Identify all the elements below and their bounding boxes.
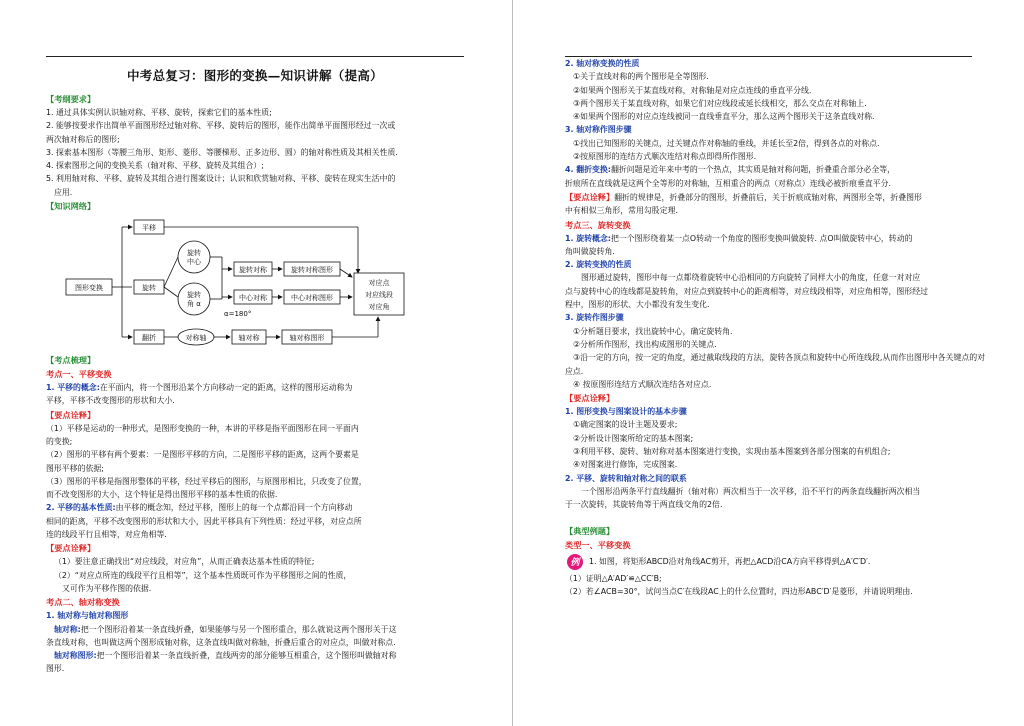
kp1-item1-text: 在平面内，将一个图形沿某个方向移动一定的距离，这样的图形运动称为 [99, 383, 353, 393]
kp2-def2-text: 把一个图形沿着某一条直线折叠，直线两旁的部分能够互相重合，这个图形叫做轴对称 [96, 651, 397, 661]
tip2-line: 又可作为平移作图的依据. [62, 583, 152, 593]
rot-step: ④ 按原图形连结方式顺次连结各对应点. [573, 379, 712, 389]
example-1-q2: （2）若∠ACB=30°，试问当点C′在线段AC上的什么位置时，四边形ABC′D′是菱形，并请说明理由. [565, 586, 913, 596]
review-heading: 【考点梳理】 [46, 355, 96, 366]
node-center-2: 中心 [187, 258, 201, 267]
right-page [513, 0, 1024, 726]
rot-step: ③沿一定的方向，按一定的角度，通过截取线段的方法，旋转各顶点和旋转中心所连线段,从而作出图形中各关键点的对 [573, 353, 986, 363]
kp1-item2-text: 由平移的概念知，经过平移，图形上的每一个点都沿同一个方向移动 [115, 503, 353, 513]
sym-prop: ①关于直线对称的两个图形是全等图形. [573, 72, 709, 82]
tip2-heading: 【要点诠释】 [46, 543, 96, 554]
result-2: 对应线段 [365, 291, 393, 300]
result-3: 对应角 [368, 303, 390, 312]
examples-heading: 【典型例题】 [565, 525, 615, 536]
sym-step: ②按原图形的连结方式顺次连结对称点即得所作图形. [573, 152, 757, 162]
type1-heading: 类型一、平移变换 [565, 539, 631, 550]
goal-line: 5. 利用轴对称、平移、旋转及其组合进行图案设计；认识和欣赏轴对称、平移、旋转在现实生活中的 [46, 174, 396, 184]
rot-def-text: 把一个图形绕着某一点O转动一个角度的图形变换叫做旋转. 点O叫做旋转中心，转动的 [610, 233, 913, 243]
node-flip: 翻折 [142, 334, 156, 343]
node-root: 图形变换 [75, 284, 103, 293]
network-heading: 【知识网络】 [46, 201, 96, 212]
goal-line: 1. 通过具体实例认识轴对称、平移、旋转，探索它们的基本性质; [46, 108, 272, 117]
kp2-def1-text: 条直线对称，也叫做这两个图形成轴对称，这条直线叫做对称轴，折叠后重合的对应点，叫做对称点. [46, 637, 396, 647]
example-1-stem: 1. 如图，将矩形ABCD沿对角线AC剪开，再把△ACD沿CA方向平移得到△A′C′D′. [589, 556, 871, 566]
fold-tip-label: 【要点诠释】 [565, 191, 615, 202]
goal-line: 两次轴对称后的图形; [46, 134, 120, 144]
kp1-item2-label: 2. 平移的基本性质: [46, 503, 116, 513]
kp2-def2-text: 图形. [46, 664, 65, 674]
fold-text: 翻折问题是近年来中考的一个热点，其实质是轴对称问题，折叠重合部分必全等， [610, 165, 896, 175]
knowledge-network-diagram [60, 217, 420, 347]
tip2-line: （2）“对应点所连的线段平行且相等”，这个基本性质既可作为平移图形之间的性质， [54, 570, 352, 580]
node-center-sym-fig: 中心对称图形 [291, 294, 333, 303]
alpha-180-label: α=180° [224, 310, 252, 319]
tip3-heading: 【要点诠释】 [565, 393, 615, 404]
kp1-item1-text: 平移，平移不改变图形的形状和大小. [46, 396, 175, 406]
kp2-item1-label: 1. 轴对称与轴对称图形 [46, 611, 129, 621]
fold-tip-text: 中有相似三角形，常用勾股定理. [565, 206, 678, 216]
design-step: ③利用平移、旋转、轴对称对基本图案进行变换，实现由基本图案到各部分图案的有机组合; [573, 447, 891, 457]
sym-props-label: 2. 轴对称变换的性质 [565, 59, 640, 68]
node-axial-sym: 轴对称 [238, 334, 260, 343]
node-center-1: 旋转 [187, 249, 201, 258]
sym-prop: ④如果两个图形的对应点连线被同一直线垂直平分，那么这两个图形关于这条直线对称. [573, 112, 875, 122]
kp1-heading: 考点一、平移变换 [46, 369, 112, 380]
rot-step: 应点. [565, 366, 584, 376]
node-rot-sym: 旋转对称 [239, 266, 267, 275]
node-axis: 对称轴 [185, 334, 207, 343]
rot-step: ①分析题目要求，找出旋转中心，确定旋转角. [573, 326, 733, 336]
node-rot-sym-fig: 旋转对称图形 [291, 266, 333, 275]
goal-line: 2. 能够按要求作出简单平面图形经过轴对称、平移、旋转后的图形，能作出简单平面图形经过一次或 [46, 121, 396, 131]
node-axial-sym-fig: 轴对称图形 [289, 334, 325, 343]
kp2-heading: 考点二、轴对称变换 [46, 597, 120, 608]
design-step: ①确定图案的设计主题及要求; [573, 420, 678, 430]
tip1-line: （2）图形的平移有两个要素：一是图形平移的方向，二是图形平移的距离，这两个要素是 [46, 450, 359, 460]
rot-props-text: 程中，图形的形状、大小都没有发生变化. [565, 300, 710, 310]
example-1-q1: （1）证明△A′AD′≌△CC′B; [565, 573, 662, 583]
goal-line: 4. 探索图形之间的变换关系（轴对称、平移、旋转及其组合）; [46, 161, 264, 171]
tip1-line: 而不改变图形的大小，这个特征是得出图形平移的基本性质的依据. [46, 490, 278, 500]
fold-label: 4. 翻折变换: [565, 165, 611, 175]
rot-props-label: 2. 旋转变换的性质 [565, 260, 632, 270]
kp2-def2-label: 轴对称图形: [54, 651, 97, 661]
design-step: ④对图案进行修饰，完成图案. [573, 460, 678, 470]
sym-prop: ②如果两个图形关于某直线对称，对称轴是对应点连线的垂直平分线. [573, 85, 812, 95]
rot-def-text: 角叫做旋转角. [565, 246, 615, 256]
node-center-sym: 中心对称 [239, 294, 267, 303]
kp2-def1-text: 把一个图形沿着某一条直线折叠，如果能够与另一个图形重合，那么就说这两个图形关于这 [80, 624, 397, 634]
sym-step: ①找出已知图形的关键点，过关键点作对称轴的垂线，并延长至2倍，得到各点的对称点. [573, 138, 880, 148]
kp1-item2-text: 相同的距离，平移不改变图形的形状和大小，因此平移具有下列性质：经过平移，对应点所 [46, 516, 362, 526]
document-title: 中考总复习：图形的变换—知识讲解（提高） [126, 68, 383, 83]
node-translate: 平移 [142, 224, 156, 233]
example-badge-icon: 例 [567, 554, 583, 570]
sym-prop: ③两个图形关于某直线对称，如果它们对应线段或延长线相交，那么交点在对称轴上. [573, 98, 867, 108]
rot-props-text: 点与旋转中心的连线都是旋转角，对应点到旋转中心的距离相等，对应线段相等，对应角相等，图形经过 [565, 286, 928, 296]
design-label: 1. 图形变换与图案设计的基本步骤 [565, 407, 687, 417]
kp2-def1-label: 轴对称: [54, 624, 81, 634]
result-1: 对应点 [368, 279, 390, 288]
tip1-heading: 【要点诠释】 [46, 409, 96, 420]
tip2-line: （1）要注意正确找出“对应线段，对应角”，从而正确表达基本性质的特征; [54, 557, 315, 567]
relation-text: 一个图形沿两条平行直线翻折（轴对称）两次相当于一次平移，沿不平行的两条直线翻折两次相当 [581, 486, 921, 496]
relation-text: 于一次旋转，其旋转角等于两直线交角的2倍. [565, 500, 723, 510]
design-step: ②分析设计图案所给定的基本图案; [573, 433, 694, 443]
node-rotate: 旋转 [142, 284, 156, 293]
rot-step: ②分析所作图形，找出构成图形的关键点. [573, 339, 717, 349]
top-rule [46, 56, 464, 57]
tip1-line: （1）平移是运动的一种形式，是图形变换的一种，本讲的平移是指平面图形在同一平面内 [46, 423, 359, 433]
fold-text: 折痕所在直线就是这两个全等形的对称轴，互相重合的两点（对称点）连线必被折痕垂直平分. [565, 178, 892, 188]
goal-line: 3. 探索基本图形（等腰三角形、矩形、菱形、等腰梯形、正多边形、圆）的轴对称性质及其相关性质. [46, 147, 398, 157]
tip1-line: （3）图形的平移是指图形整体的平移，经过平移后的图形，与原图形相比，只改变了位置， [46, 476, 367, 486]
rot-def-label: 1. 旋转概念: [565, 233, 611, 243]
rot-props-text: 图形通过旋转，图形中每一点都绕着旋转中心沿相同的方向旋转了同样大小的角度，任意一对对应 [581, 273, 921, 283]
kp1-item1-label: 1. 平移的概念: [46, 383, 100, 393]
sym-steps-label: 3. 轴对称作图步骤 [565, 125, 632, 135]
goal-line: 应用. [54, 187, 73, 197]
rot-steps-label: 3. 旋转作图步骤 [565, 313, 624, 323]
kp1-item2-text: 连的线段平行且相等，对应角相等. [46, 530, 167, 540]
relation-label: 2. 平移、旋转和轴对称之间的联系 [565, 473, 687, 483]
tip1-line: 的变换; [46, 436, 73, 446]
kp3-heading: 考点三、旋转变换 [565, 219, 631, 230]
node-angle-1: 旋转 [187, 291, 201, 300]
node-angle-2: 角 α [187, 300, 201, 309]
tip1-line: 图形平移的依据; [46, 463, 104, 473]
goals-heading: 【考纲要求】 [46, 94, 96, 104]
fold-tip-text: 翻折的规律是，折叠部分的图形，折叠前后，关于折痕成轴对称，两图形全等，折叠图形 [614, 192, 922, 202]
